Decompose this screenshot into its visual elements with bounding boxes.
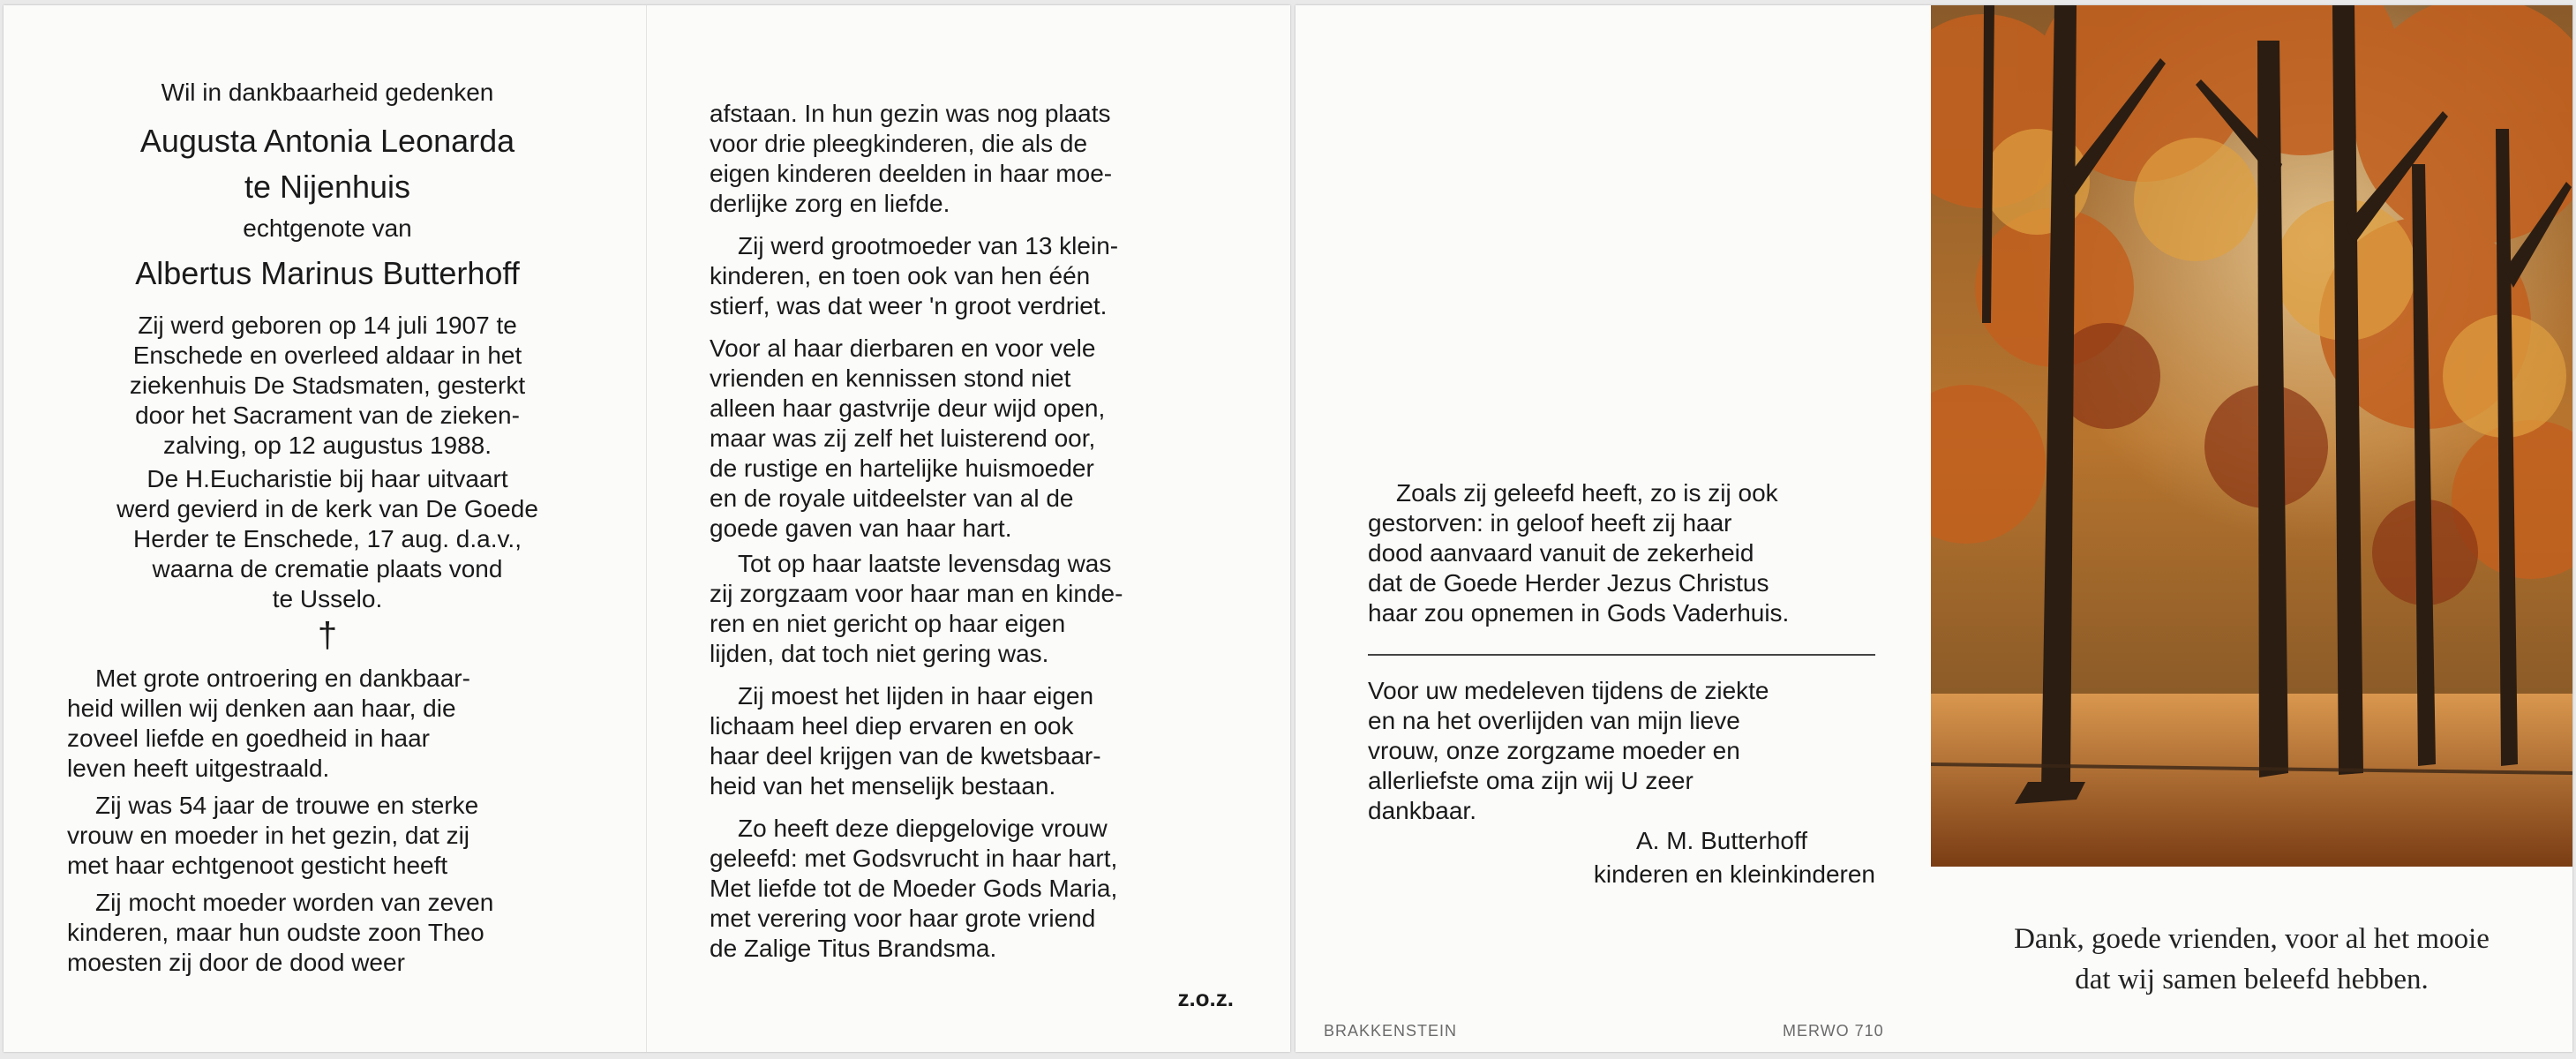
- text-line: alleen haar gastvrije deur wijd open,: [710, 394, 1106, 422]
- text-line: door het Sacrament van de zieken-: [135, 402, 520, 429]
- signature: A. M. Butterhoff: [1636, 827, 1808, 854]
- autumn-forest-photo: [1931, 5, 2572, 867]
- text-line: afstaan. In hun gezin was nog plaats: [710, 100, 1111, 127]
- paragraph-children: [67, 888, 588, 978]
- text-line: en na het overlijden van mijn lieve: [1368, 707, 1740, 734]
- text-line: goede gaven van haar hart.: [710, 514, 1012, 542]
- text-line: Voor al haar dierbaren en voor vele: [710, 334, 1096, 362]
- print-code: MERWO 710: [1783, 1022, 1884, 1040]
- spouse-intro: echtgenote van: [243, 214, 412, 242]
- caption-line: Dank, goede vrienden, voor al het mooie: [2014, 923, 2490, 955]
- text-line: dankbaar.: [1368, 797, 1476, 824]
- panel-photo: [1931, 5, 2572, 1052]
- birth-paragraph: [67, 311, 588, 461]
- text-line: en de royale uitdeelster van al de: [710, 484, 1074, 512]
- text-line: haar zou opnemen in Gods Vaderhuis.: [1368, 599, 1790, 627]
- text-line: zalving, op 12 augustus 1988.: [162, 432, 492, 459]
- thanks-paragraph: [1368, 676, 1875, 826]
- paragraph-faith: [710, 814, 1239, 964]
- text-line: dood aanvaard vanuit de zekerheid: [1368, 539, 1754, 567]
- paragraph-marriage: [67, 791, 588, 881]
- text-line: met verering voor haar grote vriend: [710, 905, 1096, 932]
- paragraph-hospitality: [710, 334, 1239, 544]
- paragraph-foster: [710, 99, 1239, 219]
- text-line: met haar echtgenoot gesticht heeft: [67, 852, 448, 879]
- text-line: voor drie pleegkinderen, die als de: [710, 130, 1088, 157]
- text-line: De H.Eucharistie bij haar uitvaart: [146, 465, 508, 492]
- paragraph-emotion: [67, 664, 588, 784]
- text-line: haar deel krijgen van de kwetsbaar-: [710, 742, 1101, 770]
- text-line: werd gevierd in de kerk van De Goede: [116, 495, 538, 522]
- text-line: ziekenhuis De Stadsmaten, gesterkt: [129, 372, 526, 399]
- panel-thanks: [1296, 5, 1928, 1052]
- memorial-card-left: [4, 5, 1290, 1052]
- text-line: derlijke zorg en liefde.: [710, 190, 950, 217]
- text-line: de rustige en hartelijke huismoeder: [710, 454, 1094, 482]
- text-line: Zij werd grootmoeder van 13 klein-: [738, 232, 1119, 259]
- text-line: gestorven: in geloof heeft zij haar: [1368, 509, 1732, 537]
- text-line: heid van het menselijk bestaan.: [710, 772, 1056, 800]
- quote-paragraph: [1368, 478, 1875, 628]
- text-line: leven heeft uitgestraald.: [67, 755, 330, 782]
- text-line: lijden, dat toch niet gering was.: [710, 640, 1049, 667]
- text-line: Enschede en overleed aldaar in het: [132, 342, 522, 369]
- caption-line: dat wij samen beleefd hebben.: [2075, 964, 2429, 995]
- text-line: te Usselo.: [272, 585, 383, 612]
- funeral-paragraph: [67, 464, 588, 614]
- text-line: Zij mocht moeder worden van zeven: [95, 889, 494, 916]
- cross-icon: †: [317, 616, 338, 655]
- zoz-note: z.o.z.: [1177, 985, 1234, 1011]
- intro-line: Wil in dankbaarheid gedenken: [161, 79, 494, 106]
- text-line: lichaam heel diep ervaren en ook: [710, 712, 1074, 740]
- photo-caption: [1931, 919, 2572, 1000]
- family-line: kinderen en kleinkinderen: [1593, 860, 1875, 888]
- divider-line: [1368, 654, 1875, 656]
- panel-biography-continued: [646, 5, 1290, 1052]
- paragraph-grandmother: [710, 231, 1239, 321]
- paragraph-last-day: [710, 549, 1239, 669]
- text-line: Herder te Enschede, 17 aug. d.a.v.,: [133, 525, 522, 552]
- text-line: moesten zij door de dood weer: [67, 949, 405, 976]
- text-line: vrouw en moeder in het gezin, dat zij: [67, 822, 470, 849]
- text-line: Zij werd geboren op 14 juli 1907 te: [138, 312, 517, 339]
- text-line: zij zorgzaam voor haar man en kinde-: [710, 580, 1123, 607]
- text-line: Met grote ontroering en dankbaar-: [95, 665, 470, 692]
- text-line: waarna de crematie plaats vond: [152, 555, 503, 582]
- panel-biography: [4, 5, 646, 1052]
- text-line: kinderen, maar hun oudste zoon Theo: [67, 919, 484, 946]
- text-line: Zoals zij geleefd heeft, zo is zij ook: [1396, 479, 1778, 507]
- text-line: maar was zij zelf het luisterend oor,: [710, 424, 1096, 452]
- text-line: heid willen wij denken aan haar, die: [67, 695, 456, 722]
- deceased-name-line1: Augusta Antonia Leonarda: [139, 123, 515, 159]
- printer-name: BRAKKENSTEIN: [1324, 1022, 1458, 1040]
- text-line: stierf, was dat weer 'n groot verdriet.: [710, 292, 1108, 319]
- text-line: Met liefde tot de Moeder Gods Maria,: [710, 875, 1118, 902]
- text-line: dat de Goede Herder Jezus Christus: [1368, 569, 1769, 597]
- text-line: ren en niet gericht op haar eigen: [710, 610, 1066, 637]
- text-line: Zij was 54 jaar de trouwe en sterke: [95, 792, 479, 819]
- deceased-name-line2: te Nijenhuis: [244, 169, 411, 205]
- text-line: vrouw, onze zorgzame moeder en: [1368, 737, 1740, 764]
- text-line: allerliefste oma zijn wij U zeer: [1368, 767, 1694, 794]
- text-line: kinderen, en toen ook van hen één: [710, 262, 1091, 289]
- text-line: zoveel liefde en goedheid in haar: [67, 725, 430, 752]
- text-line: vrienden en kennissen stond niet: [710, 364, 1071, 392]
- text-line: Zo heeft deze diepgelovige vrouw: [738, 815, 1108, 842]
- spouse-name: Albertus Marinus Butterhoff: [135, 255, 520, 291]
- text-line: de Zalige Titus Brandsma.: [710, 935, 997, 962]
- text-line: eigen kinderen deelden in haar moe-: [710, 160, 1113, 187]
- text-line: Tot op haar laatste levensdag was: [738, 550, 1112, 577]
- text-line: Voor uw medeleven tijdens de ziekte: [1368, 677, 1769, 704]
- text-line: geleefd: met Godsvrucht in haar hart,: [710, 845, 1118, 872]
- memorial-card-right: [1296, 5, 2572, 1052]
- text-line: Zij moest het lijden in haar eigen: [738, 682, 1094, 710]
- paragraph-suffering: [710, 681, 1239, 801]
